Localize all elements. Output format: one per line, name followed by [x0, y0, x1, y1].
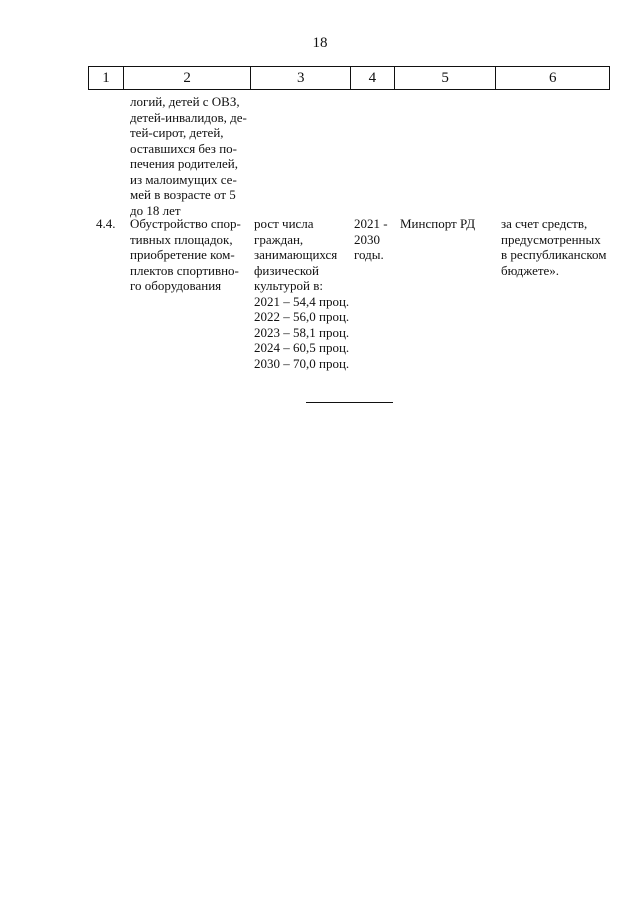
row-4-4-period — [354, 216, 388, 263]
text-line: 2023 – 58,1 проц. — [254, 324, 350, 340]
text-line: 2022 – 56,0 проц. — [254, 309, 350, 324]
text-line: за счет средств, — [501, 216, 588, 231]
text-line: логий, детей с ОВЗ, — [130, 94, 240, 109]
text-line: го оборудования — [130, 278, 222, 293]
text-line: культурой в: — [254, 278, 323, 293]
row-4-4-executor: Минспорт РД — [400, 216, 476, 231]
text-line: граждан, — [254, 231, 304, 247]
text-line: до 18 лет — [130, 202, 181, 218]
table-header-col-2: 2 — [124, 67, 252, 89]
text-line: годы. — [354, 247, 384, 262]
text-line: оставшихся без по- — [130, 140, 237, 156]
text-line: из малоимущих се- — [130, 171, 237, 187]
text-line: печения родителей, — [130, 156, 238, 171]
text-line: занимающихся — [254, 247, 338, 262]
row-number: 4.4. — [96, 216, 116, 231]
text-line: физической — [254, 262, 319, 278]
text-line: Обустройство спор- — [130, 216, 241, 231]
text-line: плектов спортивно- — [130, 262, 239, 278]
text-line: тивных площадок, — [130, 231, 233, 247]
table-header-row — [88, 66, 610, 90]
text-line: рост числа — [254, 216, 314, 231]
text-line: 2024 – 60,5 проц. — [254, 340, 350, 355]
row-4-4-indicator — [254, 216, 349, 371]
text-line: в республиканском — [501, 247, 607, 262]
table-header-col-1: 1 — [89, 67, 124, 89]
table-header-col-3: 3 — [251, 67, 351, 89]
page-number: 18 — [312, 35, 328, 51]
text-line: мей в возрасте от 5 — [130, 187, 236, 202]
text-line: 2030 – 70,0 проц. — [254, 355, 350, 371]
text-line: 2021 - — [354, 216, 388, 231]
continued-cell-col-2 — [130, 94, 247, 218]
row-4-4-activity — [130, 216, 241, 294]
text-line: 2030 — [354, 231, 380, 247]
text-line: приобретение ком- — [130, 247, 235, 262]
end-of-table-rule — [306, 402, 393, 403]
text-line: тей-сирот, детей, — [130, 125, 224, 140]
table-header-col-6: 6 — [548, 69, 557, 86]
table-header-col-4: 4 — [351, 67, 395, 89]
table-header-col-5: 5 — [395, 67, 497, 89]
row-4-4-funding — [501, 216, 607, 278]
text-line: бюджете». — [501, 262, 560, 278]
text-line: предусмотренных — [501, 231, 601, 247]
text-line: детей-инвалидов, де- — [130, 109, 247, 125]
text-line: 2021 – 54,4 проц. — [254, 293, 350, 309]
